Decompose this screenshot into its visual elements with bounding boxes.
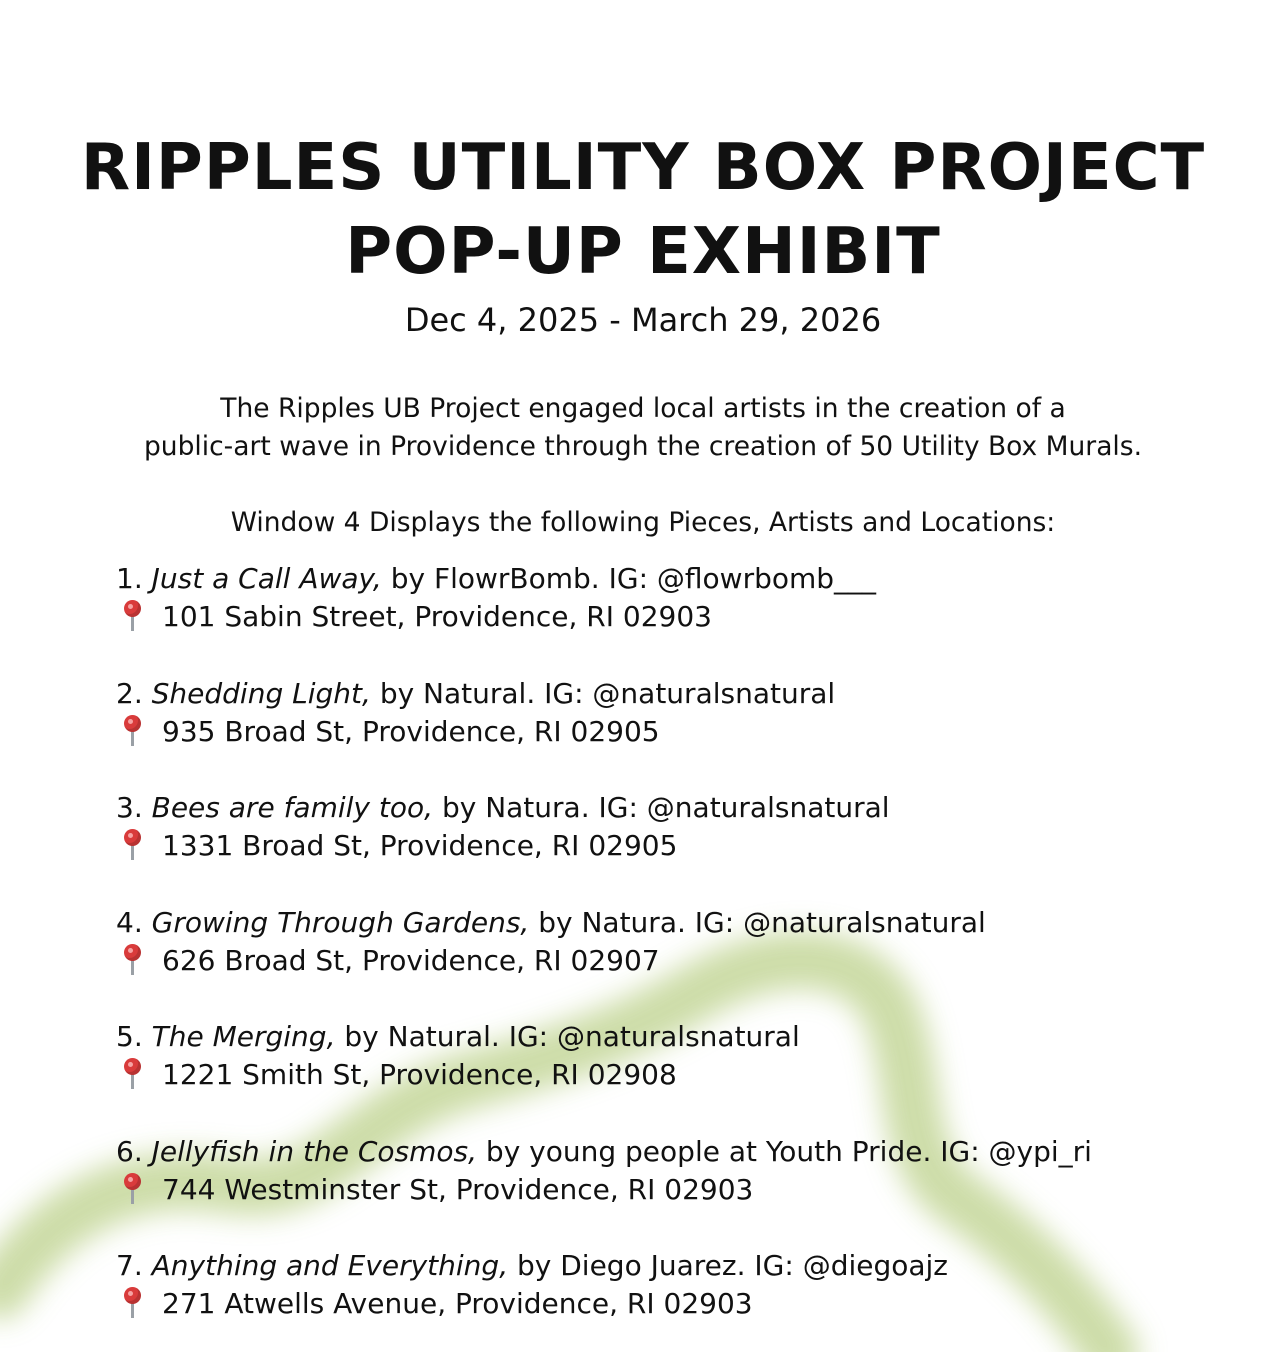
entry-title: Jellyfish in the Cosmos,	[151, 1134, 478, 1168]
entry-address: 935 Broad St, Providence, RI 02905	[162, 714, 660, 748]
round-pushpin-icon	[116, 1171, 146, 1205]
window-heading: Window 4 Displays the following Pieces, Artists and Locations:	[230, 507, 1056, 538]
list-item	[116, 904, 1236, 1019]
entry-credit: by young people at Youth Pride. IG: @ypi_ri	[485, 1134, 1092, 1168]
round-pushpin-icon	[116, 713, 146, 747]
entry-address: 1221 Smith St, Providence, RI 02908	[162, 1058, 677, 1091]
entry-address: 271 Atwells Avenue, Providence, RI 02903	[162, 1287, 753, 1320]
entry-number: 4.	[116, 905, 143, 939]
list-item	[116, 675, 1236, 790]
entry-title: Anything and Everything,	[151, 1249, 509, 1282]
entry-credit: by Natura. IG: @naturalsnatural	[538, 905, 986, 939]
entry-address: 1331 Broad St, Providence, RI 02905	[162, 829, 678, 862]
round-pushpin-icon	[116, 1056, 146, 1090]
entry-credit-line	[116, 1133, 1236, 1171]
list-item	[116, 789, 1236, 904]
entry-address-line	[116, 942, 1236, 980]
entry-credit: by Natural. IG: @naturalsnatural	[344, 1020, 800, 1053]
entry-address-line	[116, 1056, 1236, 1094]
list-item	[116, 1247, 1236, 1362]
entry-address-line	[116, 1285, 1236, 1323]
round-pushpin-icon	[116, 942, 146, 976]
entry-address: 101 Sabin Street, Providence, RI 02903	[162, 600, 712, 633]
entry-credit-line	[116, 675, 1236, 713]
intro-paragraph	[0, 390, 1286, 466]
entry-number: 5.	[116, 1020, 143, 1053]
entry-title: The Merging,	[151, 1020, 336, 1053]
intro-line-2: public-art wave in Providence through the creation of 50 Utility Box Murals.	[143, 431, 1143, 462]
entry-number: 6.	[116, 1134, 143, 1168]
entry-credit-line	[116, 789, 1236, 827]
entry-title: Growing Through Gardens,	[151, 905, 530, 939]
entry-credit-line	[116, 1247, 1236, 1285]
entry-number: 3.	[116, 791, 143, 824]
entry-credit: by Diego Juarez. IG: @diegoajz	[517, 1249, 949, 1282]
intro-line-1: The Ripples UB Project engaged local artists in the creation of a	[220, 393, 1066, 424]
entries-list	[116, 560, 1236, 1362]
entry-address-line	[116, 598, 1236, 636]
entry-address: 626 Broad St, Providence, RI 02907	[162, 943, 660, 977]
round-pushpin-icon	[116, 598, 146, 632]
entry-credit-line	[116, 1018, 1236, 1056]
entry-credit: by Natura. IG: @naturalsnatural	[441, 791, 890, 824]
entry-credit: by Natural. IG: @naturalsnatural	[379, 676, 836, 710]
entry-address: 744 Westminster St, Providence, RI 02903	[162, 1172, 754, 1206]
list-item	[116, 560, 1236, 675]
entry-credit: by FlowrBomb. IG: @flowrbomb___	[390, 562, 877, 595]
entry-address-line	[116, 713, 1236, 751]
title-line-2: POP-UP EXHIBIT	[345, 215, 941, 289]
round-pushpin-icon	[116, 827, 146, 861]
entry-address-line	[116, 1171, 1236, 1209]
list-item	[116, 1018, 1236, 1133]
exhibit-dates: Dec 4, 2025 - March 29, 2026	[404, 301, 882, 339]
title-line-1: RIPPLES UTILITY BOX PROJECT	[80, 131, 1206, 205]
entry-title: Just a Call Away,	[151, 562, 382, 595]
list-item	[116, 1133, 1236, 1248]
entry-credit-line	[116, 904, 1236, 942]
entry-number: 2.	[116, 676, 143, 710]
entry-number: 7.	[116, 1249, 143, 1282]
round-pushpin-icon	[116, 1285, 146, 1319]
entry-address-line	[116, 827, 1236, 865]
entry-title: Shedding Light,	[151, 676, 371, 710]
entry-title: Bees are family too,	[151, 791, 434, 824]
entry-credit-line	[116, 560, 1236, 598]
entry-number: 1.	[116, 562, 143, 595]
